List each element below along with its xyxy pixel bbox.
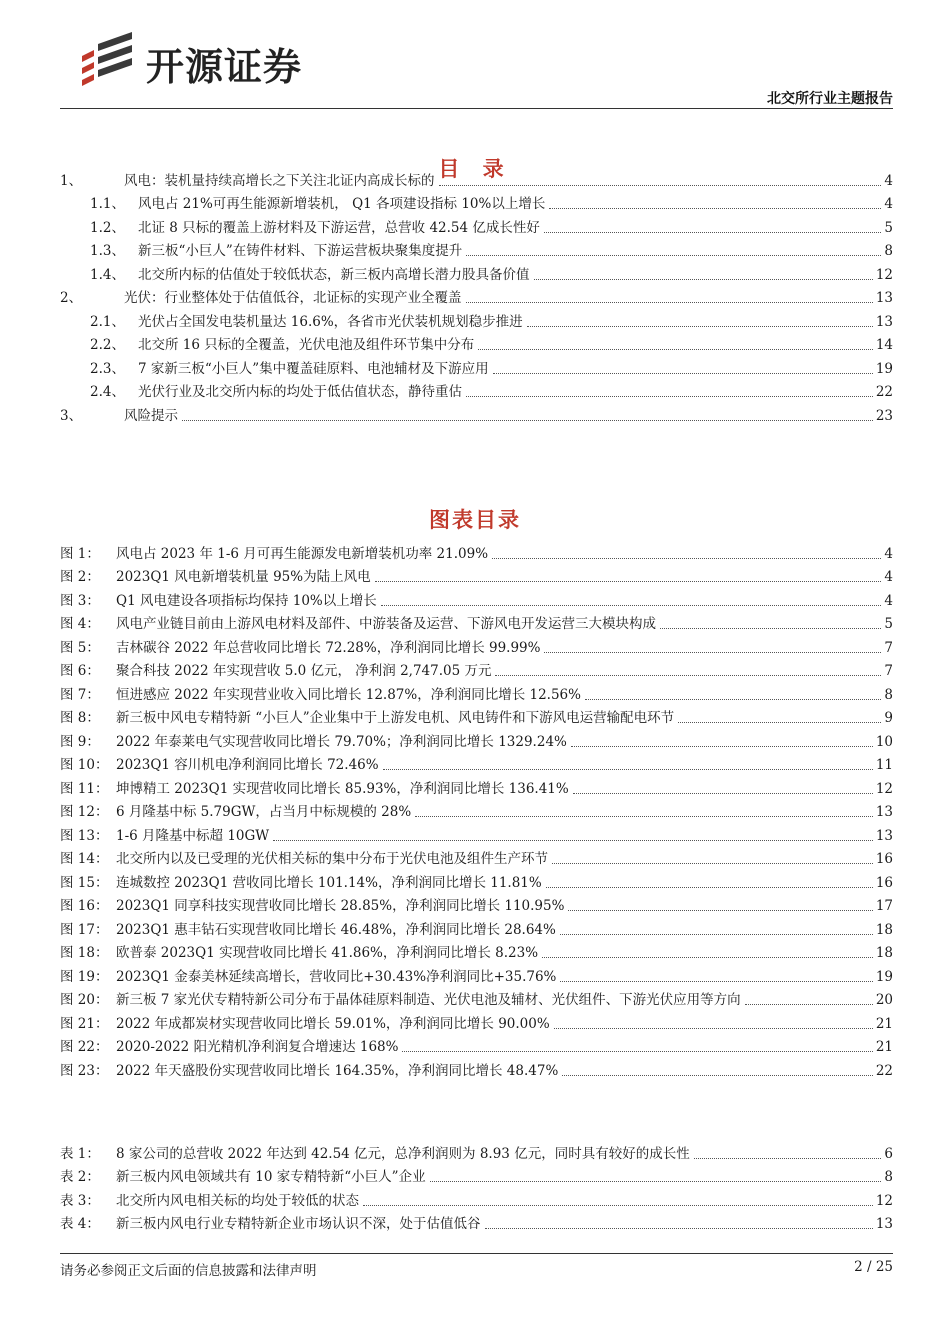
- dot-leader: [745, 1004, 873, 1005]
- dot-leader: [492, 558, 881, 559]
- dot-leader: [549, 208, 881, 209]
- entry-number: 图 10：: [60, 757, 109, 773]
- entry-title: 6 月隆基中标 5.79GW，占当月中标规模的 28%: [116, 804, 412, 820]
- dot-leader: [544, 652, 881, 653]
- entry-page-number: 16: [875, 874, 893, 891]
- toc-entry[interactable]: [60, 401, 893, 425]
- dot-leader: [478, 349, 873, 350]
- entry-number: 图 22：: [60, 1039, 109, 1055]
- entry-number: 图 15：: [60, 874, 109, 891]
- entry-title: 新三板 7 家光伏专精特新公司分布于晶体硅原料制造、光伏电池及辅材、光伏组件、下游光伏应用等方向: [116, 992, 741, 1008]
- figure-entry[interactable]: [60, 586, 893, 610]
- dot-leader: [430, 1181, 882, 1182]
- entry-title: 新三板内风电行业专精特新企业市场认识不深，处于估值低谷: [116, 1216, 481, 1232]
- entry-number: 图 18：: [60, 945, 109, 961]
- figure-entry[interactable]: [60, 539, 893, 563]
- entry-number: 表 2：: [60, 1169, 100, 1185]
- dot-leader: [439, 185, 882, 186]
- figure-entry[interactable]: [60, 962, 893, 986]
- figures-list: [60, 539, 893, 1080]
- dot-leader: [415, 816, 873, 817]
- entry-page-number: 12: [875, 780, 893, 797]
- entry-number: 图 3：: [60, 592, 100, 609]
- entry-title: 新三板内风电领域共有 10 家专精特新“小巨人”企业: [116, 1169, 426, 1185]
- entry-title: Q1 风电建设各项指标均保持 10%以上增长: [116, 592, 377, 609]
- entry-title: 新三板“小巨人”在铸件材料、下游运营板块聚集度提升: [138, 243, 463, 259]
- entry-page-number: 19: [875, 968, 893, 985]
- entry-page-number: 5: [884, 219, 893, 236]
- dot-leader: [534, 279, 873, 280]
- toc-entry[interactable]: [60, 331, 893, 355]
- entry-page-number: 17: [875, 898, 893, 914]
- entry-title: 2023Q1 容川机电净利润同比增长 72.46%: [116, 757, 379, 773]
- tables-list: [60, 1139, 893, 1233]
- entry-page-number: 18: [875, 945, 893, 961]
- entry-page-number: 12: [875, 1192, 893, 1209]
- table-entry[interactable]: [60, 1186, 893, 1210]
- figure-entry[interactable]: [60, 563, 893, 587]
- toc-entry[interactable]: [60, 237, 893, 261]
- figure-entry[interactable]: [60, 704, 893, 728]
- entry-page-number: 21: [875, 1015, 893, 1032]
- entry-title: 北交所内风电相关标的均处于较低的状态: [116, 1192, 359, 1209]
- figure-entry[interactable]: [60, 610, 893, 634]
- entry-title: 北证 8 只标的覆盖上游材料及下游运营，总营收 42.54 亿成长性好: [138, 219, 540, 236]
- entry-number: 图 9：: [60, 733, 100, 750]
- entry-title: 北交所 16 只标的全覆盖，光伏电池及组件环节集中分布: [138, 337, 475, 353]
- entry-number: 1.4、: [90, 266, 125, 283]
- dot-leader: [562, 1075, 873, 1076]
- figure-entry[interactable]: [60, 1009, 893, 1033]
- dot-leader: [660, 628, 881, 629]
- dot-leader: [544, 232, 882, 233]
- entry-page-number: 10: [875, 733, 893, 750]
- toc-entry[interactable]: [60, 166, 893, 190]
- entry-number: 表 1：: [60, 1145, 100, 1162]
- entry-title: 光伏占全国发电装机量达 16.6%，各省市光伏装机规划稳步推进: [138, 313, 523, 330]
- entry-number: 2.4、: [90, 384, 125, 400]
- entry-page-number: 8: [884, 1169, 893, 1185]
- entry-number: 1.1、: [90, 196, 125, 212]
- entry-number: 图 11：: [60, 780, 109, 797]
- figure-entry[interactable]: [60, 657, 893, 681]
- entry-number: 表 4：: [60, 1216, 100, 1232]
- entry-number: 图 20：: [60, 992, 109, 1008]
- entry-title: 北交所内标的估值处于较低状态，新三板内高增长潜力股具备价值: [138, 266, 530, 283]
- dot-leader: [560, 981, 872, 982]
- footer-disclaimer: 请务必参阅正文后面的信息披露和法律声明: [60, 1263, 317, 1279]
- entry-number: 图 2：: [60, 569, 100, 585]
- entry-title: 2023Q1 同享科技实现营收同比增长 28.85%，净利润同比增长 110.95%: [116, 898, 565, 914]
- figure-entry[interactable]: [60, 939, 893, 963]
- entry-number: 1.2、: [90, 219, 125, 236]
- entry-page-number: 4: [884, 196, 893, 212]
- entry-title: 光伏：行业整体处于估值低谷，北证标的实现产业全覆盖: [124, 290, 462, 306]
- dot-leader: [546, 887, 873, 888]
- dot-leader: [381, 605, 882, 606]
- entry-page-number: 16: [875, 851, 893, 867]
- entry-page-number: 8: [884, 686, 893, 703]
- toc-title: 目 录: [438, 157, 512, 181]
- entry-title: 恒进感应 2022 年实现营业收入同比增长 12.87%，净利润同比增长 12.56%: [116, 686, 581, 703]
- dot-leader: [527, 326, 873, 327]
- header-divider: [60, 108, 893, 109]
- toc-list: [60, 166, 893, 425]
- entry-page-number: 7: [884, 639, 893, 656]
- dot-leader: [495, 675, 881, 676]
- dot-leader: [573, 793, 873, 794]
- figure-entry[interactable]: [60, 1056, 893, 1080]
- dot-leader: [694, 1158, 882, 1159]
- entry-title: 2022 年天盛股份实现营收同比增长 164.35%，净利润同比增长 48.47%: [116, 1062, 559, 1079]
- figure-entry[interactable]: [60, 915, 893, 939]
- table-entry[interactable]: [60, 1163, 893, 1187]
- entry-page-number: 13: [875, 804, 893, 820]
- entry-number: 1.3、: [90, 243, 125, 259]
- figure-entry[interactable]: [60, 986, 893, 1010]
- entry-number: 图 6：: [60, 663, 100, 679]
- toc-entry[interactable]: [60, 190, 893, 214]
- entry-page-number: 22: [875, 384, 893, 400]
- toc-entry[interactable]: [60, 307, 893, 331]
- entry-number: 图 16：: [60, 898, 109, 914]
- entry-number: 图 7：: [60, 686, 100, 703]
- dot-leader: [466, 302, 873, 303]
- entry-number: 2.1、: [90, 313, 125, 330]
- dot-leader: [554, 1028, 873, 1029]
- entry-page-number: 13: [875, 1216, 893, 1232]
- dot-leader: [542, 957, 873, 958]
- page-header: [60, 30, 893, 108]
- entry-title: 2022 年成都炭材实现营收同比增长 59.01%，净利润同比增长 90.00%: [116, 1015, 550, 1032]
- entry-title: 2023Q1 风电新增装机量 95%为陆上风电: [116, 569, 371, 585]
- toc-entry[interactable]: [60, 284, 893, 308]
- entry-title: 2023Q1 惠丰钻石实现营收同比增长 46.48%，净利润同比增长 28.64%: [116, 921, 556, 938]
- toc-entry[interactable]: [60, 378, 893, 402]
- entry-title: 风电产业链目前由上游风电材料及部件、中游装备及运营、下游风电开发运营三大模块构成: [116, 616, 656, 632]
- brand-logo-icon: [80, 30, 134, 86]
- entry-title: 8 家公司的总营收 2022 年达到 42.54 亿元，总净利润则为 8.93 亿元，同时具有较好的成长性: [116, 1145, 690, 1162]
- entry-number: 图 5：: [60, 639, 100, 656]
- entry-number: 图 14：: [60, 851, 109, 867]
- entry-page-number: 19: [875, 360, 893, 377]
- figure-entry[interactable]: [60, 821, 893, 845]
- entry-page-number: 13: [875, 313, 893, 330]
- entry-title: 欧普泰 2023Q1 实现营收同比增长 41.86%，净利润同比增长 8.23%: [116, 945, 539, 961]
- entry-number: 图 21：: [60, 1015, 109, 1032]
- toc-entry[interactable]: [60, 260, 893, 284]
- entry-title: 风电占 2023 年 1-6 月可再生能源发电新增装机功率 21.09%: [116, 545, 489, 562]
- entry-number: 2.2、: [90, 337, 125, 353]
- entry-title: 1-6 月隆基中标超 10GW: [116, 827, 270, 844]
- entry-number: 图 13：: [60, 827, 109, 844]
- entry-title: 风电：装机量持续高增长之下关注北证内高成长标的: [124, 172, 435, 189]
- page-number: 2 / 25: [854, 1259, 893, 1275]
- entry-title: 吉林碳谷 2022 年总营收同比增长 72.28%，净利润同比增长 99.99%: [116, 639, 541, 656]
- entry-title: 光伏行业及北交所内标的均处于低估值状态，静待重估: [138, 384, 462, 400]
- entry-number: 2.3、: [90, 360, 125, 377]
- entry-page-number: 11: [875, 757, 893, 773]
- entry-title: 北交所内以及已受理的光伏相关标的集中分布于光伏电池及组件生产环节: [116, 851, 548, 867]
- dot-leader: [552, 863, 873, 864]
- entry-page-number: 4: [884, 569, 893, 585]
- dot-leader: [485, 1228, 873, 1229]
- entry-number: 图 19：: [60, 968, 109, 985]
- entry-page-number: 6: [884, 1145, 893, 1162]
- entry-number: 图 12：: [60, 804, 109, 820]
- dot-leader: [375, 581, 882, 582]
- dot-leader: [560, 934, 873, 935]
- table-entry[interactable]: [60, 1210, 893, 1234]
- figure-entry[interactable]: [60, 680, 893, 704]
- entry-title: 坤博精工 2023Q1 实现营收同比增长 85.93%，净利润同比增长 136.41%: [116, 780, 569, 797]
- figures-title: 图表目录: [429, 508, 521, 532]
- entry-page-number: 14: [875, 337, 893, 353]
- figure-entry[interactable]: [60, 845, 893, 869]
- entry-page-number: 21: [875, 1039, 893, 1055]
- figure-entry[interactable]: [60, 751, 893, 775]
- entry-page-number: 22: [875, 1062, 893, 1079]
- dot-leader: [182, 420, 873, 421]
- entry-page-number: 12: [875, 266, 893, 283]
- entry-title: 7 家新三板“小巨人”集中覆盖硅原料、电池辅材及下游应用: [138, 360, 489, 377]
- entry-page-number: 4: [884, 545, 893, 562]
- toc-entry[interactable]: [60, 354, 893, 378]
- entry-number: 图 4：: [60, 616, 100, 632]
- entry-number: 图 8：: [60, 710, 100, 726]
- entry-title: 2023Q1 金泰美林延续高增长，营收同比+30.43%净利润同比+35.76%: [116, 968, 557, 985]
- entry-title: 新三板中风电专精特新 “小巨人”企业集中于上游发电机、风电铸件和下游风电运营输配电环节: [116, 710, 675, 726]
- entry-title: 2020-2022 阳光精机净利润复合增速达 168%: [116, 1039, 399, 1055]
- dot-leader: [273, 840, 873, 841]
- entry-title: 风险提示: [124, 407, 178, 424]
- toc-entry[interactable]: [60, 213, 893, 237]
- dot-leader: [466, 255, 881, 256]
- dot-leader: [585, 699, 881, 700]
- report-type-label: 北交所行业主题报告: [767, 91, 893, 107]
- figure-entry[interactable]: [60, 774, 893, 798]
- entry-title: 风电占 21%可再生能源新增装机， Q1 各项建设指标 10%以上增长: [138, 196, 546, 212]
- entry-page-number: 5: [884, 616, 893, 632]
- entry-page-number: 4: [884, 592, 893, 609]
- entry-number: 图 17：: [60, 921, 109, 938]
- entry-page-number: 13: [875, 290, 893, 306]
- entry-page-number: 13: [875, 827, 893, 844]
- dot-leader: [402, 1051, 872, 1052]
- entry-title: 连城数控 2023Q1 营收同比增长 101.14%，净利润同比增长 11.81%: [116, 874, 542, 891]
- figure-entry[interactable]: [60, 1033, 893, 1057]
- entry-page-number: 9: [884, 710, 893, 726]
- dot-leader: [493, 373, 873, 374]
- entry-page-number: 20: [875, 992, 893, 1008]
- entry-number: 1、: [60, 172, 83, 189]
- entry-page-number: 7: [884, 663, 893, 679]
- entry-page-number: 18: [875, 921, 893, 938]
- figure-entry[interactable]: [60, 892, 893, 916]
- entry-page-number: 8: [884, 243, 893, 259]
- table-entry[interactable]: [60, 1139, 893, 1163]
- dot-leader: [466, 396, 873, 397]
- entry-number: 表 3：: [60, 1192, 100, 1209]
- brand-name: 开源证券: [146, 45, 303, 89]
- figure-entry[interactable]: [60, 798, 893, 822]
- dot-leader: [363, 1205, 873, 1206]
- entry-number: 2、: [60, 290, 83, 306]
- dot-leader: [383, 769, 873, 770]
- entry-title: 2022 年泰莱电气实现营收同比增长 79.70%；净利润同比增长 1329.24%: [116, 733, 567, 750]
- entry-title: 聚合科技 2022 年实现营收 5.0 亿元， 净利润 2,747.05 万元: [116, 663, 492, 679]
- figure-entry[interactable]: [60, 633, 893, 657]
- entry-number: 图 1：: [60, 545, 100, 562]
- entry-page-number: 23: [875, 407, 893, 424]
- figure-entry[interactable]: [60, 868, 893, 892]
- figure-entry[interactable]: [60, 727, 893, 751]
- entry-number: 3、: [60, 407, 83, 424]
- footer-divider: [60, 1253, 893, 1254]
- dot-leader: [571, 746, 873, 747]
- dot-leader: [568, 910, 872, 911]
- entry-page-number: 4: [884, 172, 893, 189]
- entry-number: 图 23：: [60, 1062, 109, 1079]
- dot-leader: [678, 722, 881, 723]
